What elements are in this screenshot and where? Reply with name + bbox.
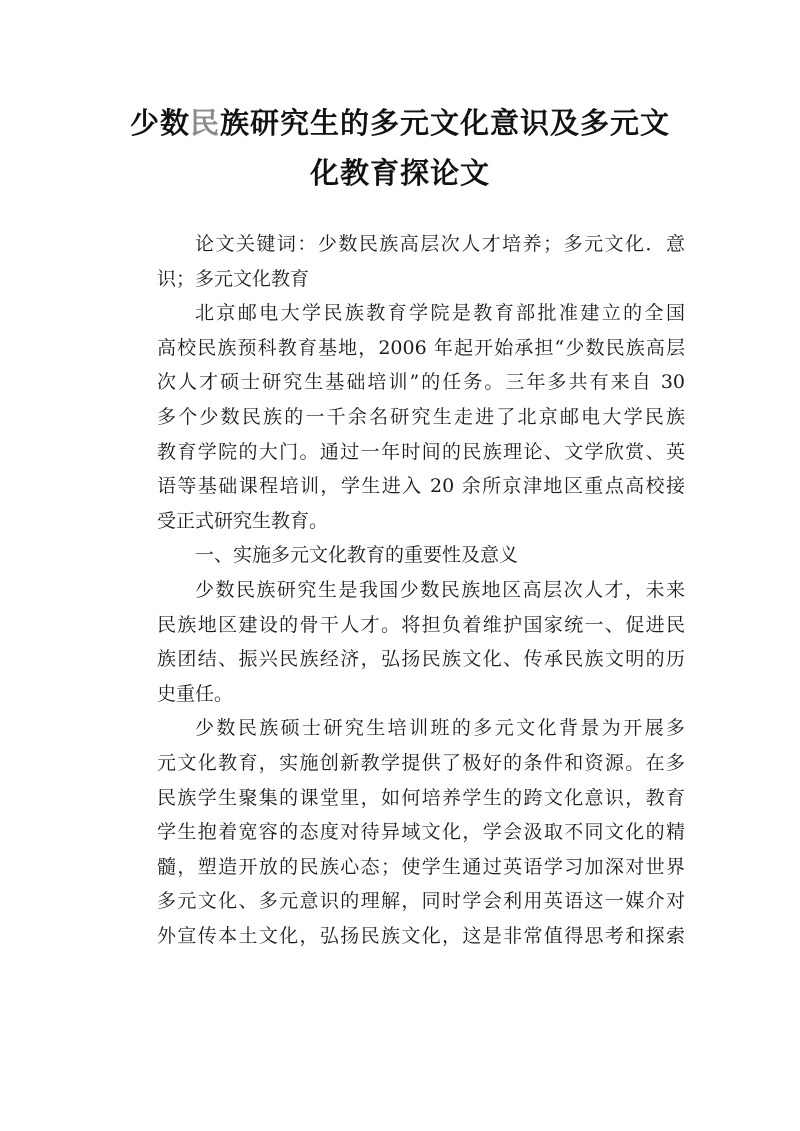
text-line: 教育学院的大门。通过一年时间的民族理论、文学欣赏、英 (157, 440, 685, 463)
text-line: 少数民族硕士研究生培训班的多元文化背景为开展多 (195, 717, 685, 740)
text-line: 学生抱着宽容的态度对待异域文化，学会汲取不同文化的精 (157, 821, 685, 844)
text-line: 多个少数民族的一千余名研究生走进了北京邮电大学民族 (157, 405, 685, 428)
title-line-2: 化教育探论文 (309, 156, 490, 190)
keywords-paragraph (119, 227, 685, 296)
text-line: 一、实施多元文化教育的重要性及意义 (195, 544, 519, 567)
text-line: 次人才硕士研究生基础培训”的任务。三年多共有来自 30 (157, 371, 685, 394)
text-line: 史重任。 (157, 682, 234, 705)
text-line: 民族学生聚集的课堂里，如何培养学生的跨文化意识，教育 (157, 786, 685, 809)
text-line: 高校民族预科教育基地，2006 年起开始承担“少数民族高层 (157, 336, 685, 359)
text-line: 受正式研究生教育。 (157, 509, 329, 532)
text-line: 语等基础课程培训，学生进入 20 余所京津地区重点高校接 (157, 475, 685, 498)
text-line: 髓，塑造开放的民族心态；使学生通过英语学习加深对世界 (157, 855, 685, 878)
text-line: 识；多元文化教育 (157, 267, 310, 290)
text-line: 外宣传本土文化，弘扬民族文化，这是非常值得思考和探索 (157, 924, 685, 947)
text-line: 元文化教育，实施创新教学提供了极好的条件和资源。在多 (157, 751, 685, 774)
text-line: 少数民族研究生是我国少数民族地区高层次人才，未来 (195, 578, 685, 601)
title-part-3: 族研究生的多元文化意识及多元文 (220, 106, 671, 140)
text-line: 论文关键词：少数民族高层次人才培养；多元文化．意 (195, 233, 685, 255)
title-line-1 (100, 98, 700, 148)
text-line: 民族地区建设的骨干人才。将担负着维护国家统一、促进民 (157, 613, 685, 636)
intro-paragraph (119, 296, 685, 538)
document-body (119, 227, 685, 953)
document-title (100, 98, 700, 198)
section-heading (119, 538, 685, 573)
text-line: 多元文化、多元意识的理解，同时学会利用英语这一媒介对 (157, 890, 685, 913)
text-line: 北京邮电大学民族教育学院是教育部批准建立的全国 (195, 302, 685, 325)
body-paragraph (119, 711, 685, 953)
text-line: 族团结、振兴民族经济，弘扬民族文化、传承民族文明的历 (157, 648, 685, 671)
title-highlight-char: 民 (189, 106, 220, 140)
title-part-1: 少数 (129, 106, 190, 140)
body-paragraph (119, 573, 685, 711)
